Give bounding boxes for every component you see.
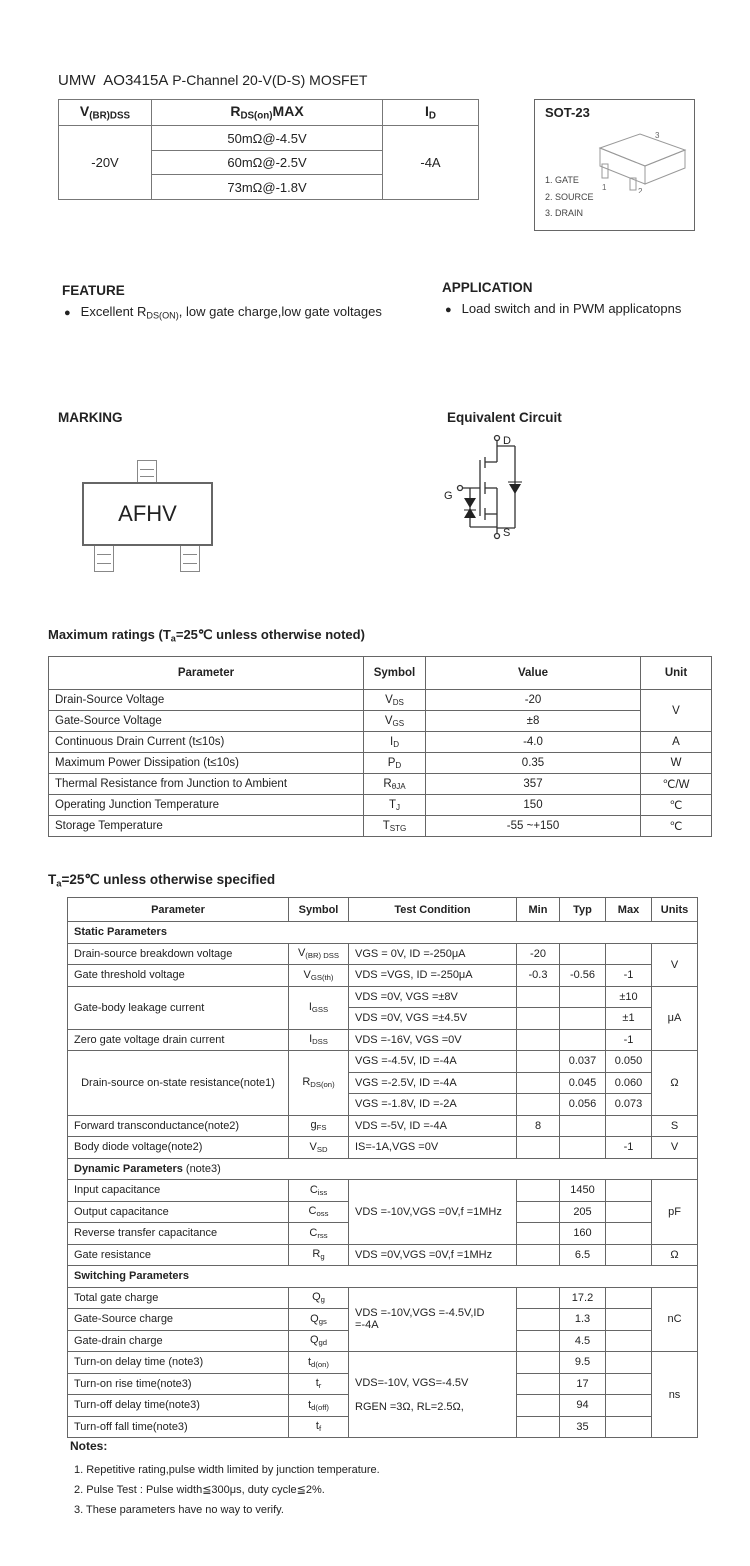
table-cell — [606, 1373, 652, 1395]
table-cell: VDS =0V, VGS =±4.5V — [349, 1008, 517, 1030]
table-cell: 8 — [517, 1115, 560, 1137]
table-cell: S — [652, 1115, 698, 1137]
table-cell — [606, 1416, 652, 1438]
table-cell: Maximum Power Dissipation (t≤10s) — [49, 753, 364, 774]
table-cell: $C_{iss}$ — [289, 1180, 349, 1202]
table-cell: ℃ — [641, 795, 712, 816]
table-cell — [517, 1330, 560, 1352]
table-cell: VDS =-10V,VGS =0V,f =1MHz — [349, 1180, 517, 1245]
table-cell: 1450 — [560, 1180, 606, 1202]
package-name: SOT-23 — [545, 105, 590, 120]
table-cell: 0.037 — [560, 1051, 606, 1073]
table-cell: 17.2 — [560, 1287, 606, 1309]
table-cell — [560, 1008, 606, 1030]
table-cell: Operating Junction Temperature — [49, 795, 364, 816]
table-cell: Turn-off delay time(note3) — [68, 1395, 289, 1417]
table-cell: 9.5 — [560, 1352, 606, 1374]
table-cell: Turn-off fall time(note3) — [68, 1416, 289, 1438]
marking-pin-icon — [137, 460, 157, 484]
table-cell — [560, 1029, 606, 1051]
table-cell: $Q_{gd}$ — [289, 1330, 349, 1352]
table-row — [68, 1287, 698, 1309]
table-row — [68, 986, 698, 1008]
table-cell — [560, 1115, 606, 1137]
pin-label: 3. DRAIN — [545, 208, 584, 218]
table-cell — [517, 1223, 560, 1245]
table-cell — [517, 1008, 560, 1030]
part-number: AO3415A — [103, 72, 169, 89]
table-cell — [606, 1287, 652, 1309]
table-cell — [606, 1180, 652, 1202]
table-cell: -1 — [606, 965, 652, 987]
table-cell: $V_{SD}$ — [289, 1137, 349, 1159]
table-cell: VDS =-16V, VGS =0V — [349, 1029, 517, 1051]
table-row — [49, 774, 712, 795]
table-cell: Static Parameters — [68, 922, 698, 944]
table-cell: Storage Temperature — [49, 816, 364, 837]
table-cell: $T_J$ — [364, 795, 426, 816]
svg-text:1: 1 — [602, 183, 607, 192]
table-cell — [517, 1051, 560, 1073]
table-cell: -4.0 — [426, 732, 641, 753]
table-cell: Ω — [652, 1244, 698, 1266]
table-cell — [606, 1201, 652, 1223]
table-cell: 6.5 — [560, 1244, 606, 1266]
col-header: Typ — [560, 898, 606, 922]
table-cell: VGS =-2.5V, ID =-4A — [349, 1072, 517, 1094]
table-cell: VGS =-1.8V, ID =-2A — [349, 1094, 517, 1116]
doc-title — [58, 72, 368, 89]
circuit-heading: Equivalent Circuit — [447, 410, 562, 425]
table-cell: Continuous Drain Current (t≤10s) — [49, 732, 364, 753]
table-cell: pF — [652, 1180, 698, 1245]
section-row — [68, 922, 698, 944]
table-cell: $P_D$ — [364, 753, 426, 774]
section-row — [68, 1158, 698, 1180]
table-row — [68, 1029, 698, 1051]
part-description: P-Channel 20-V(D-S) MOSFET — [172, 72, 368, 88]
table-cell: VDS =0V,VGS =0V,f =1MHz — [349, 1244, 517, 1266]
table-cell: VDS=-10V, VGS=-4.5V RGEN =3Ω, RL=2.5Ω, — [349, 1352, 517, 1438]
table-cell: Switching Parameters — [68, 1266, 698, 1288]
table-cell: ℃/W — [641, 774, 712, 795]
table-cell: VDS =-10V,VGS =-4.5V,ID =-4A — [349, 1287, 517, 1352]
col-header: Parameter — [49, 657, 364, 690]
pin-label: 1. GATE — [545, 175, 579, 185]
table-row — [68, 1051, 698, 1073]
table-cell: 357 — [426, 774, 641, 795]
col-header: Symbol — [289, 898, 349, 922]
table-row — [68, 1352, 698, 1374]
table-cell: A — [641, 732, 712, 753]
col-header: Unit — [641, 657, 712, 690]
table-cell: $I_{GSS}$ — [289, 986, 349, 1029]
svg-text:2: 2 — [638, 187, 643, 193]
table-cell: 0.060 — [606, 1072, 652, 1094]
mosfet-circuit-icon — [440, 432, 540, 542]
table-cell: Drain-Source Voltage — [49, 690, 364, 711]
table-cell: $V_{GS}$ — [364, 711, 426, 732]
table-cell: Gate-Source charge — [68, 1309, 289, 1331]
table-cell: Output capacitance — [68, 1201, 289, 1223]
package-box — [534, 99, 695, 231]
table-cell: ns — [652, 1352, 698, 1438]
table-cell: $t_f$ — [289, 1416, 349, 1438]
svg-text:3: 3 — [655, 131, 660, 140]
table-cell — [517, 1072, 560, 1094]
application-heading: APPLICATION — [442, 280, 533, 295]
table-cell — [560, 943, 606, 965]
table-cell — [517, 1180, 560, 1202]
table-cell: $g_{FS}$ — [289, 1115, 349, 1137]
table-cell: 0.35 — [426, 753, 641, 774]
table-cell: W — [641, 753, 712, 774]
note-item: 2. Pulse Test : Pulse width≦300μs, duty cycle≦2%. — [74, 1484, 325, 1496]
feature-heading: FEATURE — [62, 283, 125, 298]
table-cell: -1 — [606, 1029, 652, 1051]
table-cell — [606, 1352, 652, 1374]
table-cell: Ω — [652, 1051, 698, 1116]
table-cell: Drain-source breakdown voltage — [68, 943, 289, 965]
table-cell: 94 — [560, 1395, 606, 1417]
table-cell: Forward transconductance(note2) — [68, 1115, 289, 1137]
max-ratings-table — [48, 656, 712, 837]
table-cell: -20 — [517, 943, 560, 965]
rds-value: 60mΩ@-2.5V — [152, 151, 383, 175]
table-cell: $V_{GS(th)}$ — [289, 965, 349, 987]
table-cell: $I_D$ — [364, 732, 426, 753]
table-cell: 35 — [560, 1416, 606, 1438]
table-cell: 0.045 — [560, 1072, 606, 1094]
table-cell: $C_{oss}$ — [289, 1201, 349, 1223]
table-cell: Drain-source on-state resistance(note1) — [68, 1051, 289, 1116]
table-cell — [517, 1244, 560, 1266]
marking-pin-icon — [180, 544, 200, 572]
table-row — [68, 943, 698, 965]
table-cell — [606, 1309, 652, 1331]
table-cell: Gate-body leakage current — [68, 986, 289, 1029]
table-cell: VGS = 0V, ID =-250μA — [349, 943, 517, 965]
table-cell: Gate threshold voltage — [68, 965, 289, 987]
table-cell — [560, 1137, 606, 1159]
table-row — [49, 732, 712, 753]
table-row — [49, 816, 712, 837]
table-cell — [606, 1223, 652, 1245]
table-cell: V — [641, 690, 712, 732]
table-cell — [560, 986, 606, 1008]
table-row — [49, 795, 712, 816]
table-row — [68, 1137, 698, 1159]
table-row — [68, 1244, 698, 1266]
col-header: Parameter — [68, 898, 289, 922]
table-cell — [517, 1201, 560, 1223]
table-cell — [517, 986, 560, 1008]
table-row — [49, 690, 712, 711]
id-value: -4A — [383, 126, 479, 200]
table-cell — [606, 1395, 652, 1417]
table-cell: Input capacitance — [68, 1180, 289, 1202]
table-cell: ±8 — [426, 711, 641, 732]
table-cell — [606, 1115, 652, 1137]
table-cell: VDS =0V, VGS =±8V — [349, 986, 517, 1008]
table-cell: $t_r$ — [289, 1373, 349, 1395]
col-header: Min — [517, 898, 560, 922]
table-cell — [517, 1416, 560, 1438]
table-cell: VGS =-4.5V, ID =-4A — [349, 1051, 517, 1073]
table-cell — [517, 1373, 560, 1395]
table-cell: $R_{\theta JA}$ — [364, 774, 426, 795]
table-cell: Gate-Source Voltage — [49, 711, 364, 732]
sot23-drawing-icon — [590, 128, 690, 193]
feature-item: ● Excellent $R_{DS(ON)}$, low gate charge,low gate voltages — [64, 304, 382, 320]
header-id: $I_D$ — [383, 100, 479, 126]
svg-text:G: G — [444, 490, 453, 502]
table-cell: $V_{DS}$ — [364, 690, 426, 711]
table-cell: Zero gate voltage drain current — [68, 1029, 289, 1051]
notes — [70, 1439, 380, 1520]
table-cell: $V_{(BR) DSS}$ — [289, 943, 349, 965]
vbr-value: -20V — [59, 126, 152, 200]
table-cell: $R_g$ — [289, 1244, 349, 1266]
table-cell — [517, 1094, 560, 1116]
summary-table — [58, 99, 479, 200]
table-cell: Total gate charge — [68, 1287, 289, 1309]
section-row — [68, 1266, 698, 1288]
table-cell: $Q_g$ — [289, 1287, 349, 1309]
table-cell: $T_{STG}$ — [364, 816, 426, 837]
col-header: Value — [426, 657, 641, 690]
table-cell: -0.56 — [560, 965, 606, 987]
electrical-characteristics-table — [67, 897, 698, 1438]
table-row — [68, 965, 698, 987]
header-rdson: $R_{DS(on)}MAX$ — [152, 100, 383, 126]
marking-code: AFHV — [82, 482, 213, 546]
table-cell: Thermal Resistance from Junction to Ambient — [49, 774, 364, 795]
electrical-title: $T_a=25℃$ unless otherwise specified — [48, 872, 276, 890]
table-cell: Gate-drain charge — [68, 1330, 289, 1352]
table-cell: Gate resistance — [68, 1244, 289, 1266]
table-row — [49, 753, 712, 774]
table-cell — [517, 1287, 560, 1309]
table-cell: VDS =-5V, ID =-4A — [349, 1115, 517, 1137]
table-cell: Turn-on rise time(note3) — [68, 1373, 289, 1395]
table-cell — [517, 1309, 560, 1331]
table-cell: ±10 — [606, 986, 652, 1008]
table-cell: 17 — [560, 1373, 606, 1395]
table-cell: ℃ — [641, 816, 712, 837]
table-cell: 150 — [426, 795, 641, 816]
header-vbrdss: $V_{(BR)DSS}$ — [59, 100, 152, 126]
table-cell: $t_{d(off)}$ — [289, 1395, 349, 1417]
table-cell: $C_{rss}$ — [289, 1223, 349, 1245]
brand: UMW — [58, 72, 96, 89]
table-row — [68, 1180, 698, 1202]
col-header: Units — [652, 898, 698, 922]
table-cell: 205 — [560, 1201, 606, 1223]
col-header: Max — [606, 898, 652, 922]
table-cell — [517, 1029, 560, 1051]
table-row — [49, 711, 712, 732]
table-cell: 4.5 — [560, 1330, 606, 1352]
table-cell: -0.3 — [517, 965, 560, 987]
rds-value: 50mΩ@-4.5V — [152, 126, 383, 151]
svg-text:S: S — [503, 527, 511, 539]
table-cell: μA — [652, 986, 698, 1051]
table-cell: 160 — [560, 1223, 606, 1245]
marking-pin-icon — [94, 544, 114, 572]
note-item: 3. These parameters have no way to verify. — [74, 1504, 284, 1516]
note-item: 1. Repetitive rating,pulse width limited by junction temperature. — [74, 1464, 380, 1476]
table-cell: Body diode voltage(note2) — [68, 1137, 289, 1159]
table-cell: 0.056 — [560, 1094, 606, 1116]
col-header: Symbol — [364, 657, 426, 690]
table-cell: ±1 — [606, 1008, 652, 1030]
table-cell: 1.3 — [560, 1309, 606, 1331]
table-cell: $t_{d(on)}$ — [289, 1352, 349, 1374]
table-cell — [517, 1137, 560, 1159]
table-cell — [606, 1330, 652, 1352]
col-header: Test Condition — [349, 898, 517, 922]
table-cell: -1 — [606, 1137, 652, 1159]
table-cell — [517, 1352, 560, 1374]
table-cell: IS=-1A,VGS =0V — [349, 1137, 517, 1159]
table-cell: V — [652, 1137, 698, 1159]
max-ratings-title: Maximum ratings ($T_a=25℃$ unless otherwise noted) — [48, 627, 365, 644]
table-cell: nC — [652, 1287, 698, 1352]
table-cell: Turn-on delay time (note3) — [68, 1352, 289, 1374]
table-row — [68, 1115, 698, 1137]
table-cell: $Q_{gs}$ — [289, 1309, 349, 1331]
marking-heading: MARKING — [58, 410, 123, 425]
table-cell: VDS =VGS, ID =-250μA — [349, 965, 517, 987]
table-cell: $R_{DS(on)}$ — [289, 1051, 349, 1116]
table-cell: -20 — [426, 690, 641, 711]
table-cell: -55 ~+150 — [426, 816, 641, 837]
table-cell — [606, 1244, 652, 1266]
table-cell — [606, 943, 652, 965]
svg-text:D: D — [503, 435, 511, 447]
table-cell: $I_{DSS}$ — [289, 1029, 349, 1051]
table-cell — [517, 1395, 560, 1417]
table-cell: 0.050 — [606, 1051, 652, 1073]
application-item: ● Load switch and in PWM applicatopns — [445, 301, 681, 316]
table-cell: Reverse transfer capacitance — [68, 1223, 289, 1245]
rds-value: 73mΩ@-1.8V — [152, 175, 383, 200]
pin-label: 2. SOURCE — [545, 191, 594, 202]
notes-title: Notes: — [70, 1439, 108, 1453]
table-cell: 0.073 — [606, 1094, 652, 1116]
table-cell: V — [652, 943, 698, 986]
table-cell: Dynamic Parameters (note3) — [68, 1158, 698, 1180]
